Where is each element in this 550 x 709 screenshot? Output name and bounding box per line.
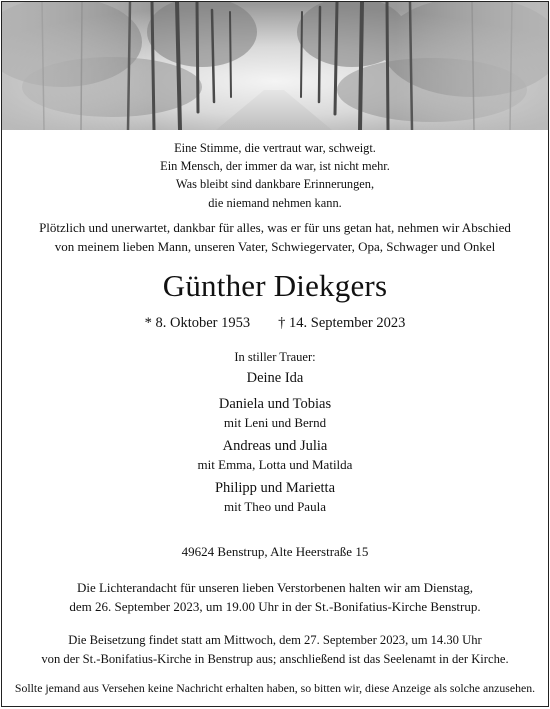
address: 49624 Benstrup, Alte Heerstraße 15	[181, 544, 369, 559]
birth-date: * 8. Oktober 1953	[144, 315, 251, 331]
family-children: mit Leni und Bernd	[223, 415, 327, 430]
vigil-line: Die Lichterandacht für unseren lieben Verstorbenen halten wir am Dienstag,	[76, 580, 474, 595]
intro-line: von meinem lieben Mann, unseren Vater, Schwiegervater, Opa, Schwager und Onkel	[54, 239, 496, 254]
family-member: Philipp und Marietta	[214, 480, 335, 496]
obituary-card	[1, 1, 549, 707]
family-entry	[2, 368, 548, 388]
family-member: Andreas und Julia	[222, 438, 328, 454]
burial-notice	[2, 631, 548, 668]
poem	[2, 139, 548, 212]
family-list	[2, 368, 548, 520]
family-children: mit Theo und Paula	[224, 499, 326, 514]
life-dates	[2, 313, 548, 333]
footer-note: Sollte jemand aus Versehen keine Nachricht erhalten haben, so bitten wir, diese Anzeige als solche anzusehen.	[14, 681, 536, 695]
burial-line: von der St.-Bonifatius-Kirche in Benstrup aus; anschließend ist das Seelenamt in der Kirche.	[41, 651, 509, 666]
vigil-notice	[2, 579, 548, 616]
deceased-name: Günther Diekgers	[162, 268, 388, 303]
family-member: Daniela und Tobias	[218, 396, 332, 412]
mourning-label: In stiller Trauer:	[234, 350, 316, 364]
forest-path-image	[2, 2, 548, 130]
family-entry	[2, 394, 548, 432]
poem-line: Ein Mensch, der immer da war, ist nicht mehr.	[160, 159, 390, 174]
poem-line: Was bleibt sind dankbare Erinnerungen,	[175, 177, 375, 192]
death-date: † 14. September 2023	[278, 315, 406, 331]
family-children: mit Emma, Lotta und Matilda	[197, 457, 353, 472]
family-entry	[2, 436, 548, 474]
poem-line: Eine Stimme, die vertraut war, schweigt.	[174, 141, 376, 155]
burial-line: Die Beisetzung findet statt am Mittwoch, dem 27. September 2023, um 14.30 Uhr	[68, 633, 482, 647]
poem-line: die niemand nehmen kann.	[208, 195, 342, 210]
family-member: Deine Ida	[246, 370, 304, 386]
vigil-line: dem 26. September 2023, um 19.00 Uhr in der St.-Bonifatius-Kirche Benstrup.	[69, 598, 481, 614]
family-entry	[2, 478, 548, 516]
intro-line: Plötzlich und unerwartet, dankbar für alles, was er für uns getan hat, nehmen wir Abschied	[39, 220, 511, 235]
intro-text	[2, 218, 548, 256]
